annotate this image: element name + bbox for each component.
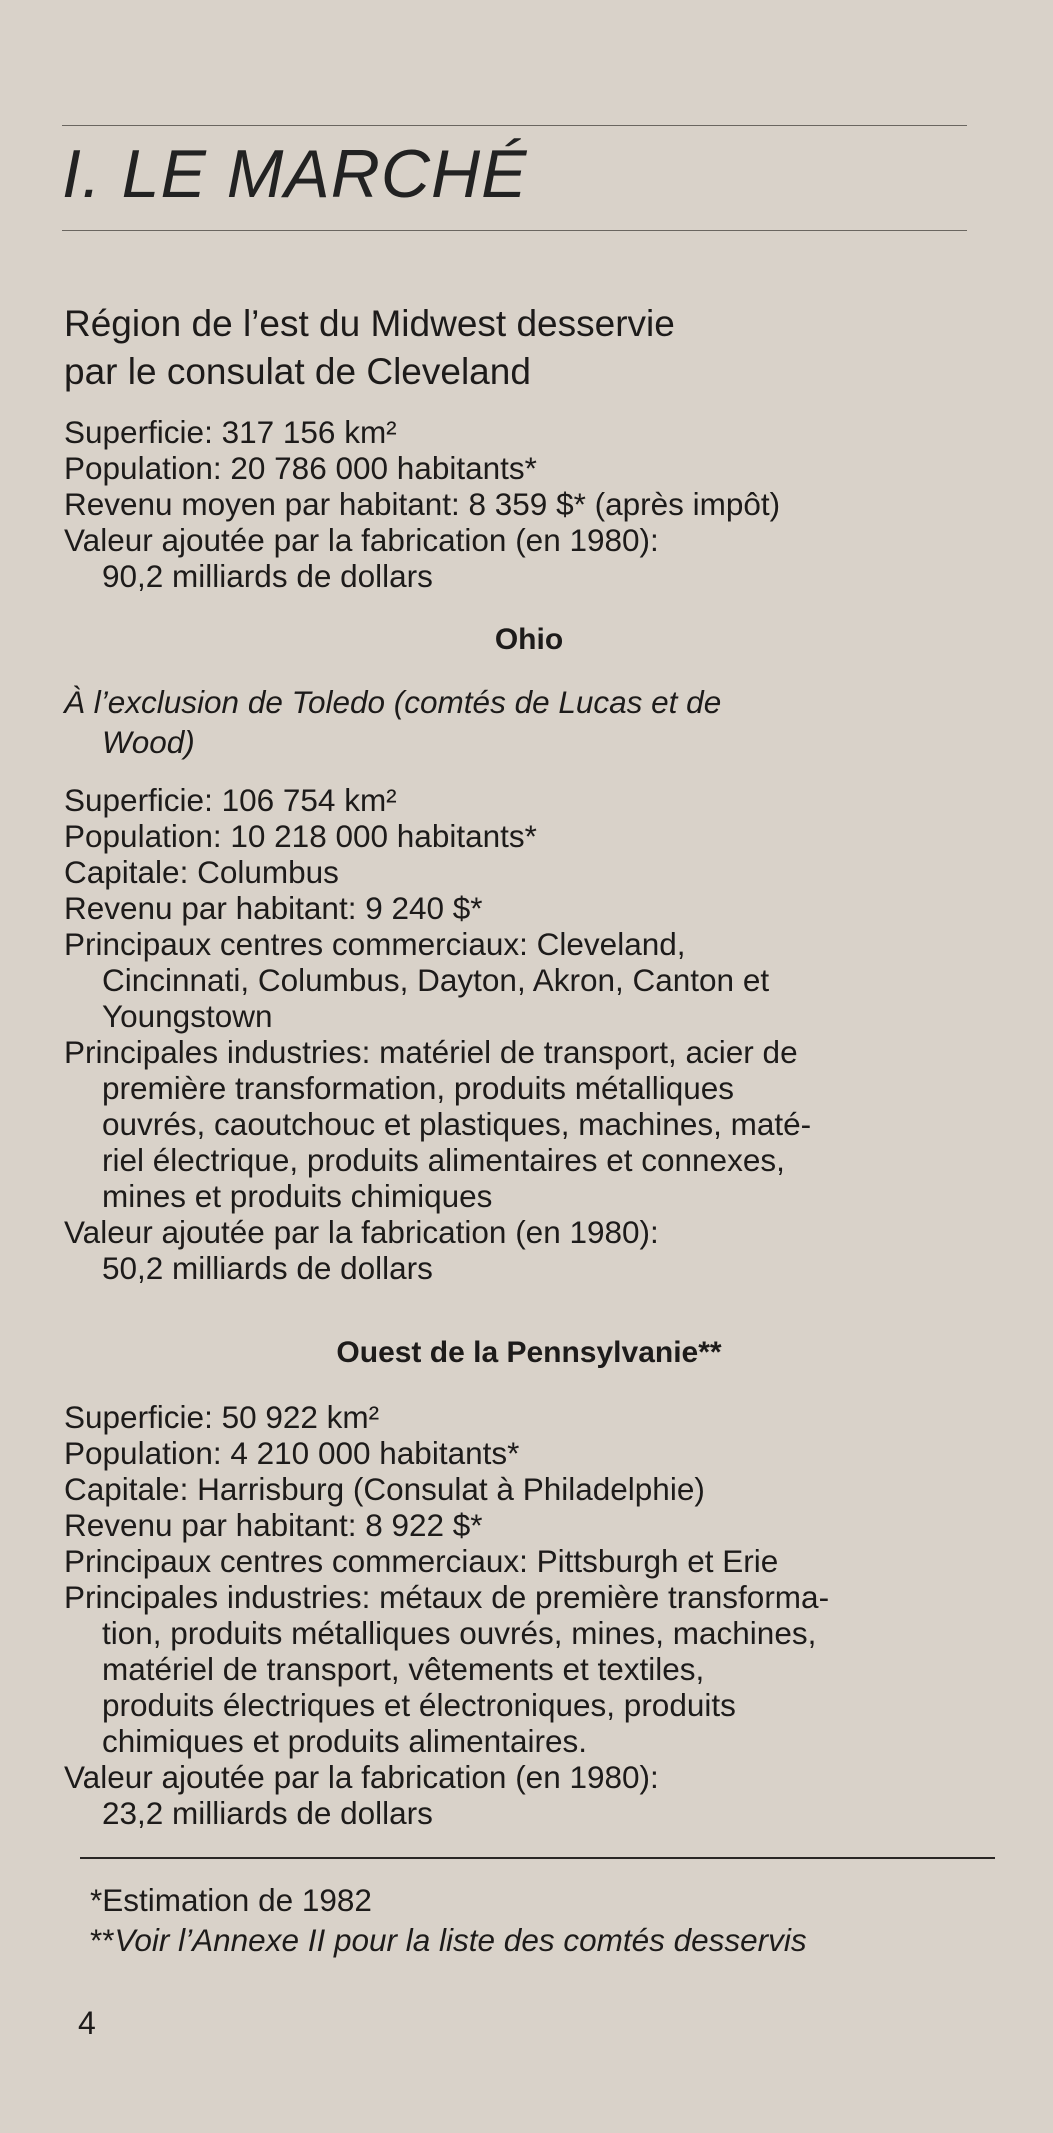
footnote-mark: ** [90,1922,115,1958]
penn-valeur-cont: 23,2 milliards de dollars [102,1795,433,1831]
ohio-population: Population: 10 218 000 habitants* [64,818,537,854]
section-heading: I. LE MARCHÉ [62,136,528,212]
ohio-industries-cont: ouvrés, caoutchouc et plastiques, machines, maté- [102,1106,812,1142]
footnotes [90,1880,1020,1960]
region-population: Population: 20 786 000 habitants* [64,450,537,486]
ohio-revenu: Revenu par habitant: 9 240 $* [64,890,483,926]
ohio-note-line2: Wood) [102,724,195,760]
ohio-valeur-cont: 50,2 milliards de dollars [102,1250,433,1286]
penn-population: Population: 4 210 000 habitants* [64,1435,520,1471]
footnote-estimation: *Estimation de 1982 [90,1882,372,1918]
penn-centres: Principaux centres commerciaux: Pittsburgh et Erie [64,1543,779,1579]
footnote-annexe [90,1920,1020,1960]
penn-capitale: Capitale: Harrisburg (Consulat à Philadelphie) [64,1471,705,1507]
page-number: 4 [78,2005,96,2041]
ohio-superficie: Superficie: 106 754 km² [64,782,397,818]
region-superficie: Superficie: 317 156 km² [64,414,397,450]
penn-industries: Principales industries: métaux de première transforma- [64,1579,830,1615]
penn-revenu: Revenu par habitant: 8 922 $* [64,1507,483,1543]
heading-rule [62,230,967,231]
ohio-industries-cont: mines et produits chimiques [102,1178,493,1214]
penn-superficie: Superficie: 50 922 km² [64,1399,380,1435]
ohio-centres-cont: Youngstown [102,998,273,1034]
ohio-note-line1: À l’exclusion de Toledo (comtés de Lucas et de [64,684,722,720]
footnote-annexe-text: Voir l’Annexe II pour la liste des comtés desservis [114,1922,807,1958]
penn-section [64,1335,994,1831]
penn-industries-cont: produits électriques et électroniques, produits [102,1687,736,1723]
ohio-industries: Principales industries: matériel de transport, acier de [64,1034,798,1070]
region-valeur-cont: 90,2 milliards de dollars [102,558,433,594]
penn-industries-cont: matériel de transport, vêtements et textiles, [102,1651,705,1687]
penn-industries-cont: chimiques et produits alimentaires. [102,1723,587,1759]
ohio-industries-cont: riel électrique, produits alimentaires et connexes, [102,1142,785,1178]
ohio-section [64,622,994,1286]
region-valeur: Valeur ajoutée par la fabrication (en 1980): [64,522,659,558]
region-section [64,300,994,594]
ohio-valeur: Valeur ajoutée par la fabrication (en 1980): [64,1214,659,1250]
top-rule [62,125,967,126]
ohio-industries-cont: première transformation, produits métalliques [102,1070,735,1106]
ohio-centres-cont: Cincinnati, Columbus, Dayton, Akron, Canton et [102,962,770,998]
ohio-centres: Principaux centres commerciaux: Cleveland, [64,926,686,962]
ohio-title: Ohio [494,623,564,656]
footnote-rule [80,1857,995,1859]
ohio-capitale: Capitale: Columbus [64,854,339,890]
penn-industries-cont: tion, produits métalliques ouvrés, mines, machines, [102,1615,817,1651]
penn-title: Ouest de la Pennsylvanie** [336,1336,722,1369]
region-title-line1: Région de l’est du Midwest desservie [64,303,675,344]
region-revenu: Revenu moyen par habitant: 8 359 $* (après impôt) [64,486,781,522]
penn-valeur: Valeur ajoutée par la fabrication (en 1980): [64,1759,659,1795]
region-title-line2: par le consulat de Cleveland [64,351,531,392]
